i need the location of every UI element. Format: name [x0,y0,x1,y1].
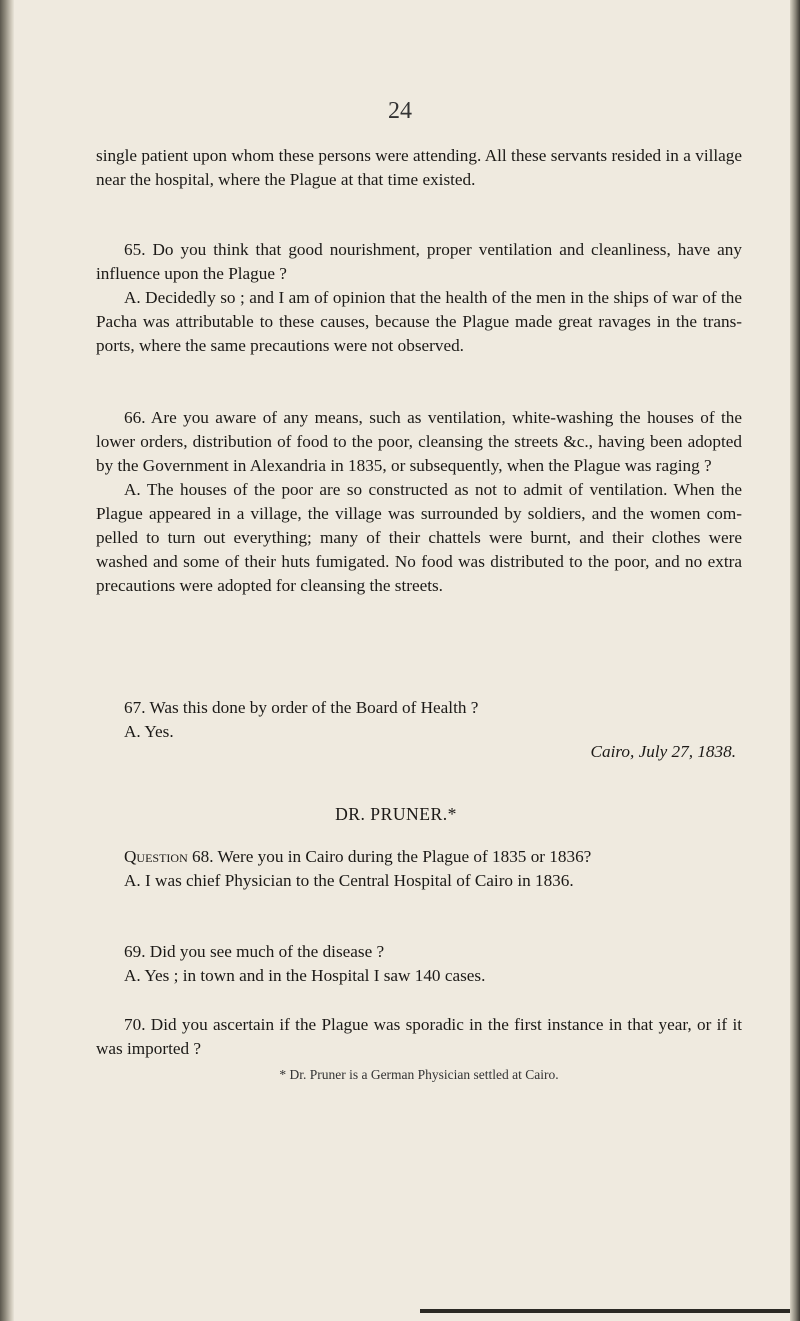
section-heading: DR. PRUNER.* [335,804,457,824]
question-65-block [96,238,742,358]
question-69: 69. Did you see much of the disease ? [124,942,385,961]
paragraph-text: single patient upon whom these persons were attending. All these servants resided in a village near the hospital, where the Plague at that time existed. [96,146,742,189]
question-66: 66. Are you aware of any means, such as ventilation, white-washing the houses of the lower orders, distribution of food to the poor, cleansing the streets &c., having been adopted by the Government in Alexandria in 1835, or subsequently, when the Plague was raging ? [96,408,742,475]
page-right-edge [790,0,800,1321]
answer-67: A. Yes. [124,722,174,741]
question-65: 65. Do you think that good nourishment, proper ventilation and cleanliness, have any influence upon the Plague ? [96,240,742,283]
question-67: 67. Was this done by order of the Board of Health ? [124,698,479,717]
question-70-block [96,1013,742,1061]
question-66-block [96,406,742,598]
signoff-date: Cairo, July 27, 1838. [590,742,736,761]
page-left-edge [0,0,14,1321]
question-68-text: 68. Were you in Cairo during the Plague of 1835 or 1836? [187,847,592,866]
answer-65: A. Decidedly so ; and I am of opinion that the health of the men in the ships of war of the Pacha was attributable to these causes, because the Plague made great ravages in the trans-ports, where the same precautions were not observed. [96,288,742,355]
question-69-block [96,940,742,988]
question-label: Question [124,847,188,866]
question-68-block [96,845,742,893]
question-68 [96,845,742,869]
question-67-block [96,696,742,744]
question-70: 70. Did you ascertain if the Plague was sporadic in the first instance in that year, or if it was imported ? [96,1015,742,1058]
answer-69: A. Yes ; in town and in the Hospital I saw 140 cases. [124,966,486,985]
page-number: 24 [388,98,412,124]
paragraph-continuation [96,144,742,192]
answer-66: A. The houses of the poor are so constructed as not to admit of ventilation. When the Plague appeared in a village, the village was surrounded by soldiers, and the women com-pelled to turn out everything; many of their chattels were burnt, and their clothes were washed and some of their huts fumigated. No food was distributed to the poor, and no extra precautions were adopted for cleansing the streets. [96,480,742,595]
page-bottom-shadow [420,1309,790,1313]
footnote: * Dr. Pruner is a German Physician settled at Cairo. [279,1067,559,1082]
answer-68: A. I was chief Physician to the Central Hospital of Cairo in 1836. [124,871,574,890]
